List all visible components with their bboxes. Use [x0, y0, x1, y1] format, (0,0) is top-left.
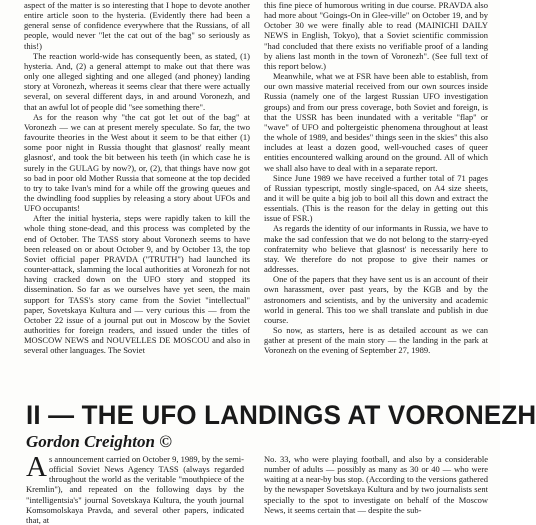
drop-cap: A — [26, 451, 47, 483]
paragraph: Since June 1989 we have received a further total of 71 pages of Russian typescript, mostly single-spaced, on A4 size sheets, and it will be quite a big job to boil all this down and extract the essentials. (This is the reason for the delay in getting out this issue of FSR.) — [264, 172, 488, 224]
paragraph: this fine piece of humorous writing in due course. PRAVDA also had more about "Goings-On in Glee-ville" on October 19, and by October 30 we were finally able to read (MAINICHI DAILY NEWS in English, Tokyo), that a Soviet scientific commission "had concluded that there exists no verifiable proof of a landing by aliens last month in the town of Voronezh". (See full text of this report below.) — [264, 0, 488, 71]
paragraph: No. 33, who were playing football, and also by a considerable number of adults — possibly as many as 30 or 40 — who were waiting at a near-by bus stop. (According to the versions gathered by the newspaper Sovetskaya Kultura and by two journalists sent specially to the spot to investigate on behalf of the Moscow News, it seems certain that — despite the sub- — [264, 454, 488, 515]
author-byline: Gordon Creighton © — [26, 432, 172, 451]
upper-column-left — [24, 0, 250, 355]
paragraph: One of the papers that they have sent us is an account of their own harassment, over past years, by the KGB and by the astronomers and scientists, and by the university and academic world in general. This too we shall translate and publish in due course. — [264, 274, 488, 325]
paragraph: Meanwhile, what we at FSR have been able to establish, from our own massive material received from our own sources inside Russia (namely one of the largest Russian UFO investigation groups) and from our press coverage, both Soviet and foreign, is that the USSR has been inundated with a veritable "flap" or "wave" of UFO and poltergeistic phenomena throughout at least the whole of 1989, and besides" things seen in the skies" this also includes at least a dozen good, well-vouched cases of queer entities encountered walking around on the ground. All of which we shall also have to deal with in a separate report. — [264, 71, 488, 173]
lower-column-right — [264, 454, 488, 515]
paragraph: aspect of the matter is so interesting that I hope to devote another entire article soon to the hysteria. (Evidently there had been a general sense of confidence everywhere that the Russians, of all people, would never "let the cat out of the bag" so seriously as this!) — [24, 0, 250, 51]
paragraph: As for the reason why "the cat got let out of the bag" at Voronezh — we can at present merely speculate. So far, the two favourite theories in the West about it seem to be that either (1) some poor night in Russia thought that glasnost' really meant glasnost', and took the bit between his teeth (in which case he is surely in the GULAG by now?), or, (2), that things have now got so bad in poor old Mother Russia that someone at the top decided to try to take Ivan's mind for a while off the growing queues and the dwindling food supplies by releasing a story about UFOs and UFO occupants! — [24, 111, 250, 214]
paragraph: As regards the identity of our informants in Russia, we have to make the sad confession that we do not belong to the starry-eyed confraternity who believe that glasnost' is necessarily here to stay. We therefore do not propose to give their names or addresses. — [264, 223, 488, 275]
paragraph: The reaction world-wide has consequently been, as stated, (1) hysteria. And, (2) a general attempt to make out that there was only one alleged sighting and one alleged (and phoney) landing story at Voronezh, whereas it seems clear that there were actually several, on several different days, in and around Voronezh, and that an awful lot of people did "see something there". — [24, 50, 250, 112]
paragraph-text: s announcement carried on October 9, 1989, by the semi-official Soviet News Agency TASS (always regarded throughout the world as the veritable "mouthpiece of the Kremlin"), and repeated on the following days by the "intelligentsia's" journal Sovetskaya Kultura, the youth journal Komsomolskaya Pravda, and several other papers, indicated that, at — [26, 454, 244, 525]
paragraph: After the initial hysteria, steps were rapidly taken to kill the whole thing stone-dead, and this process was completed by the end of October. The TASS story about Voronezh seems to have been released on or about October 9, and by October 13, the top Soviet official paper PRAVDA ("TRUTH") had launched its counter-attack, slamming the local authorities at Voronezh for not having cracked down on the UFO story and stopped its dissemination. So far as we ourselves have yet seen, the main support for TASS's story came from the Soviet "intellectual" paper, Sovetskaya Kultura and — very curious this — from the October 22 issue of a journal put out in Moscow by the Soviet authorities for foreign readers, and issued under the titles of MOSCOW NEWS and NOUVELLES DE MOSCOU and also in several other languages. The Soviet — [24, 213, 250, 356]
paragraph — [26, 451, 244, 525]
lower-column-left — [26, 451, 244, 525]
paragraph: So now, as starters, here is as detailed account as we can gather at present of the main story — the landing in the park at Voronezh on the evening of September 27, 1989. — [264, 325, 488, 356]
upper-column-right — [264, 0, 488, 355]
article-title: II — THE UFO LANDINGS AT VORONEZH — [26, 400, 536, 430]
